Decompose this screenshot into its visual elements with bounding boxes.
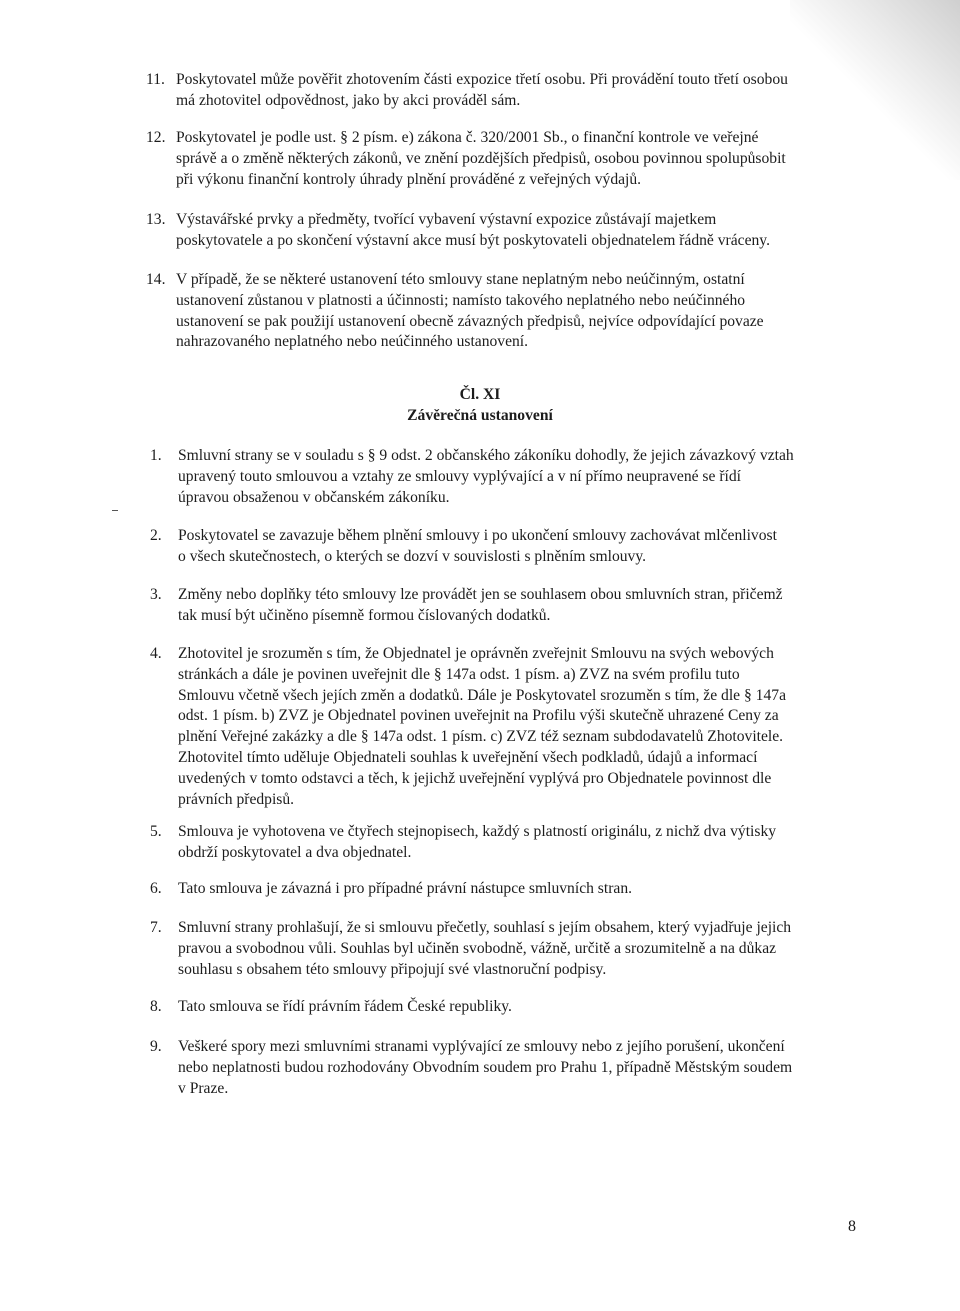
clause-line: poskytovatele a po skončení výstavní akce musí být poskytovateli objednatelem řádně vráceny. xyxy=(176,231,770,249)
clause-number: 11. xyxy=(146,71,165,88)
clause-number: 4. xyxy=(150,645,162,662)
clause-line: má zhotovitel odpovědnost, jako by akci prováděl sám. xyxy=(176,91,521,109)
clause-line: nahrazovaného neplatného nebo neúčinného ustanovení. xyxy=(176,333,529,351)
clause-text xyxy=(176,210,848,252)
clause-line: Poskytovatel je podle ust. § 2 písm. e) zákona č. 320/2001 Sb., o finanční kontrole ve veřejné xyxy=(176,129,759,146)
clause-text xyxy=(178,822,854,864)
clause-line: Tato smlouva je závazná i pro případné právní nástupce smluvních stran. xyxy=(178,880,633,897)
clause-number: 2. xyxy=(150,527,162,544)
clause-line: Tato smlouva se řídí právním řádem České republiky. xyxy=(178,998,512,1015)
clause-line: upravený touto smlouvou a vztahy ze smlouvy vyplývající a v ní přímo neupravené se řídí xyxy=(178,467,741,485)
clause-line: Veškeré spory mezi smluvními stranami vyplývající ze smlouvy nebo z jejího porušení, ukončení xyxy=(178,1038,785,1055)
clause-line: o všech skutečnostech, o kterých se dozví v souvislosti s plněním smlouvy. xyxy=(178,547,647,565)
clause-line: pravou a svobodnou vůli. Souhlas byl učiněn svobodně, vážně, určitě a srozumitelně a na důkaz xyxy=(178,939,777,957)
clause-number: 14. xyxy=(146,271,166,288)
clause-line: tak musí být učiněno písemně formou číslovaných dodatků. xyxy=(178,606,551,624)
clause-line: plnění Veřejné zakázky a dle § 147a odst. 1 písm. c) ZVZ též seznam subdodavatelů Zhotovitele. xyxy=(178,728,784,746)
clause-line: právních předpisů. xyxy=(178,790,295,808)
clause-text xyxy=(176,270,848,353)
margin-mark xyxy=(112,510,118,511)
clause-text xyxy=(178,997,854,1018)
clause-line: Zhotovitel je srozuměn s tím, že Objednatel je oprávněn zveřejnit Smlouvu na svých webových xyxy=(178,645,774,662)
clause-number: 12. xyxy=(146,129,166,146)
clause-line: nebo neplatnosti budou rozhodovány Obvodním soudem pro Prahu 1, případně Městským soudem xyxy=(178,1058,793,1076)
clause-text xyxy=(178,918,854,980)
clause-text xyxy=(178,526,854,568)
section-number: Čl. XI xyxy=(459,386,501,403)
clause-number: 8. xyxy=(150,998,162,1015)
clause-line: Změny nebo doplňky této smlouvy lze provádět jen se souhlasem obou smluvních stran, přičemž xyxy=(178,586,783,603)
clause-line: odst. 1 písm. b) ZVZ je Objednatel povinen uveřejnit na Profilu výši skutečně uhrazené Ceny za xyxy=(178,707,779,725)
clause-line: Smluvní strany prohlašují, že si smlouvu přečetly, souhlasí s jejím obsahem, který vyjadřuje jejich xyxy=(178,919,792,936)
clause-number: 1. xyxy=(150,447,162,464)
clause-line: uvedených v tomto odstavci a těch, k jejichž uveřejnění vyplývá pro Objednatele povinnost dle xyxy=(178,769,772,787)
clause-number: 6. xyxy=(150,880,162,897)
clause-line: Smlouva je vyhotovena ve čtyřech stejnopisech, každý s platností originálu, z nichž dva výtisky xyxy=(178,823,777,840)
clause-line: stránkách a dále je povinen uveřejnit dle § 147a odst. 1 písm. a) ZVZ na svém profilu tuto xyxy=(178,665,740,683)
clause-line: obdrží poskytovatel a dva objednatel. xyxy=(178,843,412,861)
clause-line: v Praze. xyxy=(178,1079,229,1097)
clause-text xyxy=(178,446,854,508)
clause-line: při výkonu finanční kontroly úhrady plnění prováděné z veřejných výdajů. xyxy=(176,170,642,188)
clause-line: Výstavářské prvky a předměty, tvořící vybavení výstavní expozice zůstávají majetkem xyxy=(176,211,717,228)
clause-line: Poskytovatel může pověřit zhotovením části expozice třetí osobu. Při provádění touto třetí osobou xyxy=(176,71,788,88)
clause-text xyxy=(178,644,854,810)
clause-line: Poskytovatel se zavazuje během plnění smlouvy i po ukončení smlouvy zachovávat mlčenlivost xyxy=(178,527,777,544)
clause-number: 9. xyxy=(150,1038,162,1055)
clause-number: 3. xyxy=(150,586,162,603)
clause-number: 7. xyxy=(150,919,162,936)
clause-line: ustanovení zůstanou v platnosti a účinnosti; namísto takového neplatného nebo neúčinného xyxy=(176,291,746,309)
clause-number: 5. xyxy=(150,823,162,840)
clause-text xyxy=(176,70,848,112)
clause-text xyxy=(178,1037,854,1099)
clause-line: V případě, že se některé ustanovení této smlouvy stane neplatným nebo neúčinným, ostatní xyxy=(176,271,745,288)
clause-line: Smlouvu včetně všech jejích změn a dodatků. Dále je Poskytovatel srozuměn s tím, že dle § 147a xyxy=(178,686,786,704)
clause-number: 13. xyxy=(146,211,166,228)
clause-line: správě a o změně některých zákonů, ve znění pozdějších předpisů, osobou povinnou spolupůsobit xyxy=(176,149,786,167)
clause-line: ustanovení se pak použijí ustanovení obecně závazných předpisů, nejvíce odpovídající povaze xyxy=(176,312,764,330)
page-number: 8 xyxy=(848,1218,856,1235)
clause-line: souhlasu s obsahem této smlouvy připojují své vlastnoruční podpisy. xyxy=(178,960,607,978)
clause-text xyxy=(178,879,854,900)
clause-text xyxy=(176,128,848,190)
clause-line: Zhotovitel tímto uděluje Objednateli souhlas k uveřejnění všech podkladů, údajů a informací xyxy=(178,748,758,766)
clause-line: Smluvní strany se v souladu s § 9 odst. 2 občanského zákoníku dohodly, že jejich závazkový vztah xyxy=(178,447,794,464)
clause-line: úpravou obsaženou v občanském zákoníku. xyxy=(178,488,450,506)
section-title: Závěrečná ustanovení xyxy=(407,407,553,424)
clause-text xyxy=(178,585,854,627)
